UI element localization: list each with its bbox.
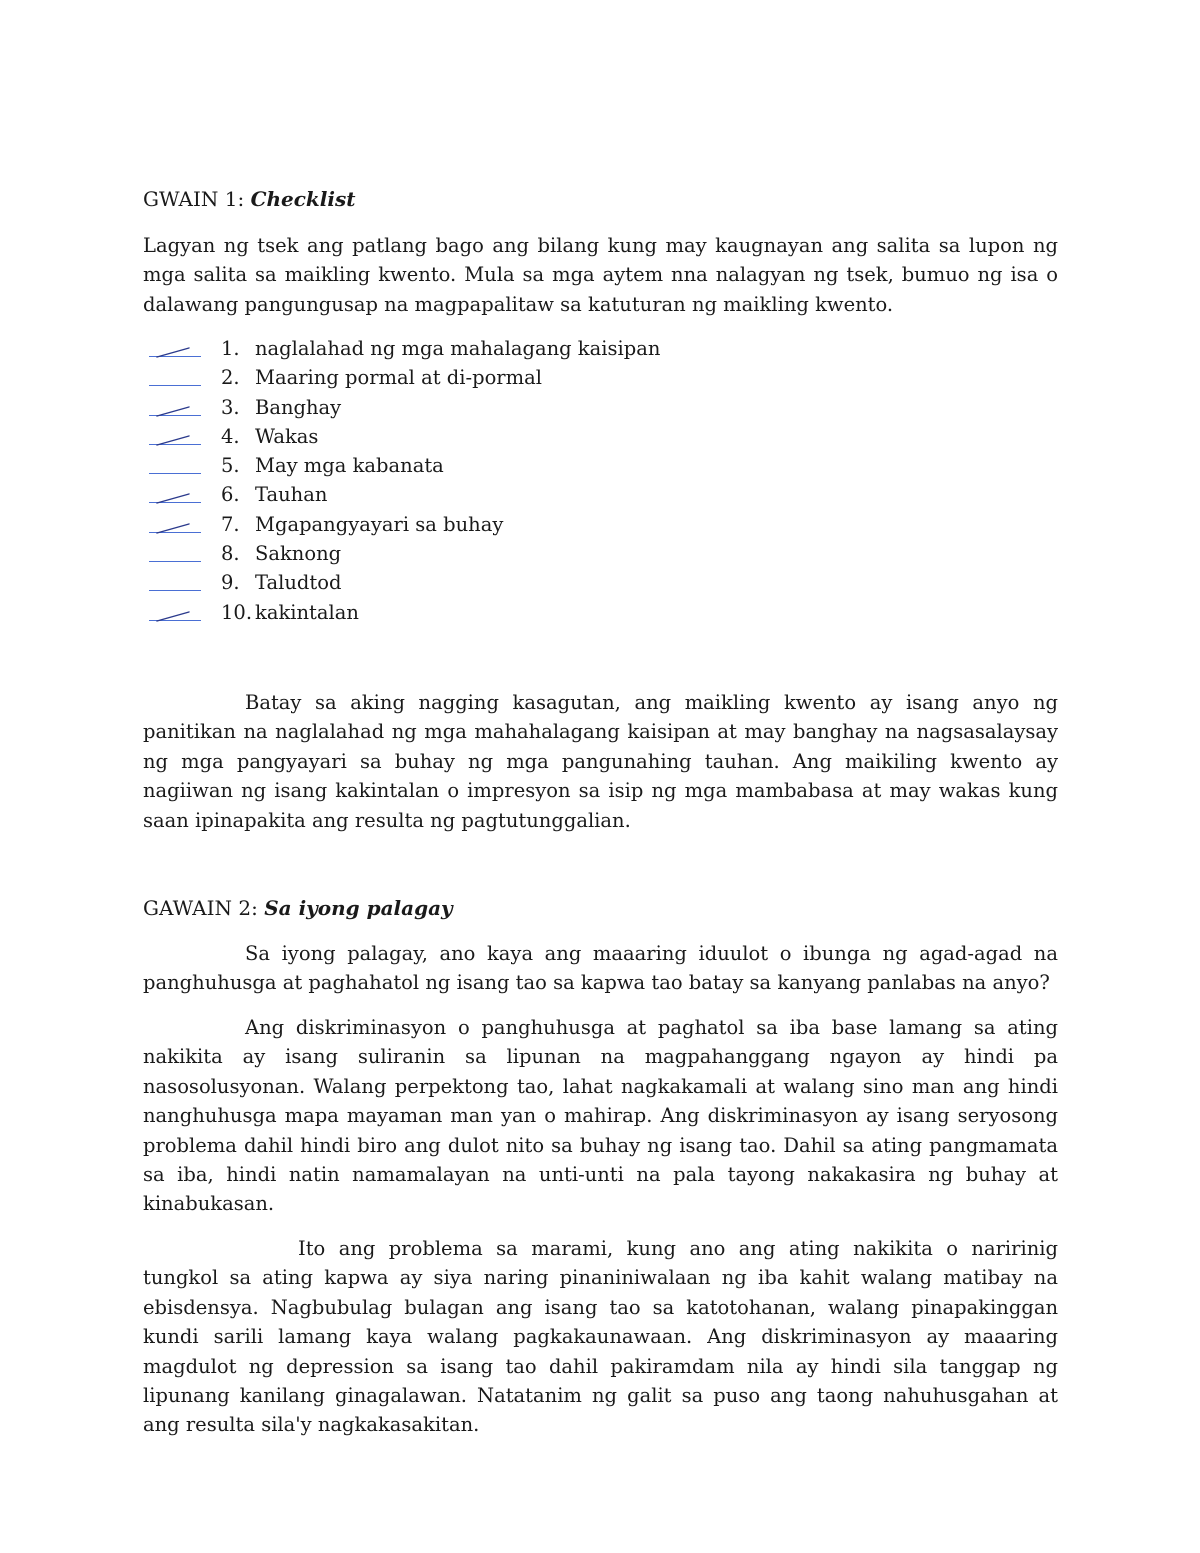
checklist-item-number: 9.: [221, 571, 240, 595]
checklist-item-text: Saknong: [255, 542, 342, 566]
checklist-blank: [149, 561, 201, 562]
checklist: [143, 334, 1058, 627]
checklist-item: [143, 363, 1058, 392]
check-mark-icon: [155, 434, 193, 448]
checklist-item-number: 3.: [221, 395, 240, 419]
checklist-item-number: 1.: [221, 337, 240, 360]
gawain2-heading-title: Sa iyong palagay: [264, 896, 453, 920]
checklist-item-text: Wakas: [255, 424, 319, 448]
checklist-item: [143, 451, 1058, 480]
checklist-item: [143, 480, 1058, 509]
check-mark-icon: [155, 346, 193, 360]
checklist-item: [143, 422, 1058, 451]
checklist-item: [143, 334, 1058, 363]
checklist-item: [143, 510, 1058, 539]
gawain1-answer: Batay sa aking nagging kasagutan, ang maikling kwento ay isang anyo ng panitikan na naglalahad ng mga mahahalagang kaisipan at may banghay na nagsasalaysay ng mga pangyayari sa buhay ng mga pangunahing tauhan. Ang maikiling kwento ay nagiiwan ng isang kakintalan o impresyon sa isip ng mga mambabasa at may wakas kung saan ipinapakita ang resulta ng pagtutunggalian.: [143, 691, 1058, 832]
check-mark-icon: [155, 405, 193, 419]
checklist-blank: [149, 473, 201, 474]
gawain2-answer-paragraph-2: Ito ang problema sa marami, kung ano ang ating nakikita o naririnig tungkol sa ating kapwa ay siya naring pinaniniwalaan ng iba kahit walang matibay na ebisdensya. Nagbubulag bulagan ang isang tao sa katotohanan, walang pinapakinggan kundi sarili lamang kaya walang pagkakaunawaan. Ang diskriminasyon ay maaaring magdulot ng depression sa isang tao dahil pakiramdam nila ay hindi sila tanggap ng lipunang kanilang ginagalawan. Natatanim ng galit sa puso ang taong nahuhusgahan at ang resulta sila'y nagkakasakitan.: [143, 1237, 1058, 1437]
checklist-item-number: 8.: [221, 542, 240, 566]
checklist-item-text: Mgapangyayari sa buhay: [255, 512, 504, 536]
check-mark-icon: [155, 492, 193, 506]
checklist-item-number: 6.: [221, 483, 240, 507]
gawain2-heading-prefix: GAWAIN 2:: [143, 896, 258, 920]
checklist-item: [143, 598, 1058, 627]
check-mark-icon: [155, 522, 193, 536]
checklist-item-number: 5.: [221, 454, 240, 478]
gawain1-instructions: Lagyan ng tsek ang patlang bago ang bilang kung may kaugnayan ang salita sa lupon ng mga salita sa maikling kwento. Mula sa mga aytem nna nalagyan ng tsek, bumuo ng isa o dalawang pangungusap na magpapalitaw sa katuturan ng maikling kwento.: [143, 234, 1058, 316]
checklist-blank: [149, 385, 201, 386]
checklist-item: [143, 568, 1058, 597]
checklist-item-text: Taludtod: [255, 571, 342, 595]
gawain1-heading: [143, 187, 355, 211]
gawain1-heading-prefix: GWAIN 1:: [143, 187, 245, 211]
checklist-item-number: 4.: [221, 424, 240, 448]
checklist-item-text: Maaring pormal at di-pormal: [255, 366, 542, 390]
checklist-item: [143, 393, 1058, 422]
checklist-item-number: 10.: [221, 600, 253, 624]
gawain2-heading: [143, 896, 453, 920]
checklist-item-text: May mga kabanata: [255, 454, 444, 478]
checklist-item-text: Banghay: [255, 395, 342, 419]
checklist-item-text: kakintalan: [255, 600, 359, 624]
checklist-item-text: Tauhan: [255, 483, 328, 507]
gawain1-heading-title: Checklist: [250, 187, 356, 211]
checklist-blank: [149, 590, 201, 591]
gawain2-answer-paragraph-1: Ang diskriminasyon o panghuhusga at paghatol sa iba base lamang sa ating nakikita ay isang suliranin sa lipunan na magpahanggang ngayon ay hindi pa nasosolusyonan. Walang perpektong tao, lahat nagkakamali at walang sino man ang hindi nanghuhusga mapa mayaman man yan o mahirap. Ang diskriminasyon ay isang seryosong problema dahil hindi biro ang dulot nito sa buhay ng isang tao. Dahil sa ating pangmamata sa iba, hindi natin namamalayan na unti-unti na pala tayong nakakasira ng buhay at kinabukasan.: [143, 1016, 1058, 1216]
checklist-item-text: naglalahad ng mga mahalagang kaisipan: [255, 337, 661, 360]
check-mark-icon: [155, 610, 193, 624]
checklist-item-number: 7.: [221, 512, 240, 536]
gawain2-question: Sa iyong palagay, ano kaya ang maaaring iduulot o ibunga ng agad-agad na panghuhusga at paghahatol ng isang tao sa kapwa tao batay sa kanyang panlabas na anyo?: [143, 942, 1058, 995]
checklist-item: [143, 539, 1058, 568]
checklist-item-number: 2.: [221, 366, 240, 390]
